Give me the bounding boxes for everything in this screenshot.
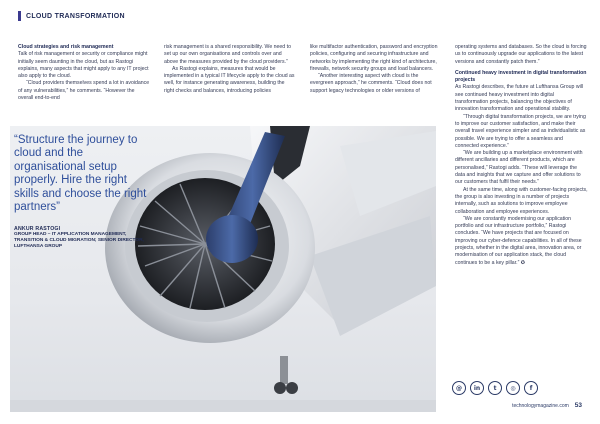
section-header (18, 11, 125, 21)
email-icon[interactable]: @ (452, 381, 466, 395)
paragraph: “Through digital transformation projects, we are trying to improve our customer satisfaction, and make their overall travel experience simpler and as individualistic as possible. We are trying to offer a seamless and connected experience.” (455, 113, 586, 149)
article-column-1 (18, 44, 150, 102)
paragraph: “We are constantly modernising our application portfolio and our infrastructure portfolio,” Rastogi concludes. “We have projects that are focused on improving our cyber-defence capabilities. In all of these projects, whether in the digital area, innovation area, or modernisation of our application stack, the cloud continues to be a key pillar.” ✪ (455, 215, 582, 266)
paragraph: Talk of risk management or security or compliance might initially seem daunting in the cloud, but as Rastogi explains, many aspects that might apply to any IT project also apply to the cloud. (18, 51, 149, 80)
article-column-4 (455, 44, 588, 267)
page-number: 53 (574, 402, 582, 409)
paragraph: risk management is a shared responsibility. We need to set up our own organisations and controls over and above the measures provided by the cloud providers.” (164, 44, 291, 65)
pull-quote-text: “Structure the journey to cloud and the organisational setup properly. Hire the right skills and choose the right partners” (14, 134, 147, 214)
section-title: CLOUD TRANSFORMATION (26, 12, 125, 20)
article-column-3 (310, 44, 442, 95)
footer-url[interactable]: technologymagazine.com (512, 403, 569, 409)
website-icon[interactable]: ◎ (506, 381, 520, 395)
paragraph: “Another interesting aspect with cloud is the evergreen approach,” he comments. “Cloud does not support legacy technologies or older versions of (310, 73, 432, 94)
paragraph: As Rastogi explains, measures that would be implemented in a typical IT lifecycle apply to the cloud as well, for instance generating awareness, building the right checks and balances, introducing policies (164, 65, 295, 94)
paragraph: operating systems and databases. So the cloud is forcing us to continuously upgrade our applications to the latest versions and constantly patch them.” (455, 44, 587, 65)
twitter-icon[interactable]: t (488, 381, 502, 395)
paragraph: like multifactor authentication, password and encryption policies, configuring and securing infrastructure and networks by implementing the right kind of architecture, firewalls, network security groups and load balancers. (310, 44, 438, 72)
section-marker (18, 11, 21, 21)
quote-attribution-name: ANKUR RASTOGI (14, 226, 61, 233)
article-column-2 (164, 44, 296, 95)
paragraph: “Cloud providers themselves spend a lot in avoidance of any vulnerabilities,” he comments. “However the overall end-to-end (18, 80, 150, 102)
paragraph: As Rastogi describes, the future at Lufthansa Group will see continued heavy investment into digital transformation projects, balancing the objectives of innovation transformation and operational stability. (455, 84, 584, 113)
page-footer (512, 402, 582, 409)
facebook-icon[interactable]: f (524, 381, 538, 395)
pull-quote (14, 134, 154, 250)
linkedin-icon[interactable]: in (470, 381, 484, 395)
subheading: Continued heavy investment in digital transformation projects (455, 69, 587, 84)
quote-attribution-title: GROUP HEAD – IT APPLICATION MANAGEMENT, TRANSITION & CLOUD MIGRATION; SENIOR DIRECTOR, LUFTHANSA GROUP (14, 232, 144, 250)
subheading: Cloud strategies and risk management (18, 44, 114, 50)
social-links (452, 381, 538, 395)
paragraph: At the same time, along with customer-facing projects, the group is also investing in a number of projects internally, such as solutions to improve employee collaboration and employee experiences. (455, 186, 588, 215)
paragraph: “We are building up a marketplace environment with different ancillaries and different products, which are personalised,” Rastogi adds. “These will leverage the data and insights that we capture and offer solutions to our customers that fulfil their needs.” (455, 150, 583, 186)
